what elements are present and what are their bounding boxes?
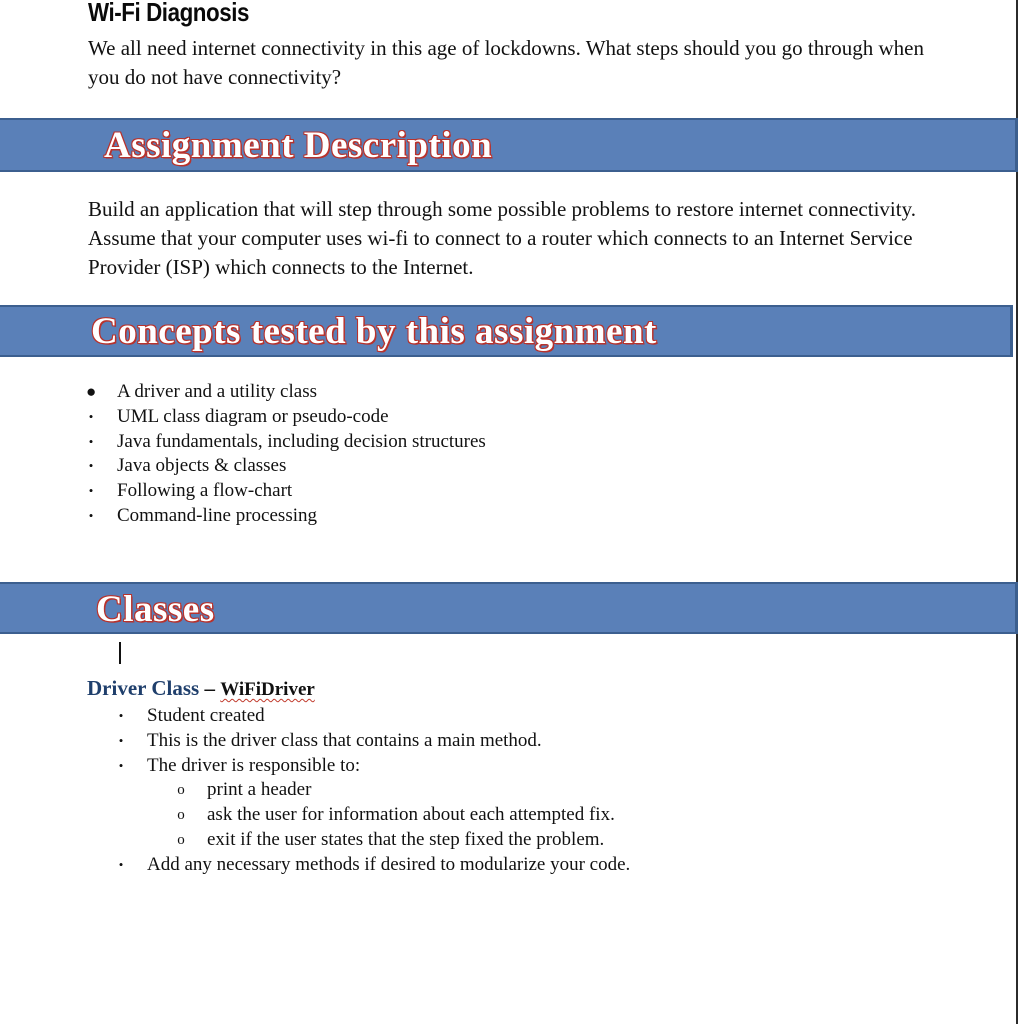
bullet-icon: • xyxy=(118,757,124,773)
list-item: • This is the driver class that contains a main method. xyxy=(147,729,542,754)
document-title: Wi-Fi Diagnosis xyxy=(88,0,250,27)
bullet-icon: • xyxy=(88,433,94,449)
assignment-description-heading: Assignment Description xyxy=(104,125,493,166)
list-item: • Add any necessary methods if desired to modularize your code. xyxy=(147,853,630,878)
heading-dash: – xyxy=(204,676,215,700)
list-item: • Command-line processing xyxy=(117,504,486,529)
bullet-icon: • xyxy=(88,458,94,474)
driver-final-list xyxy=(118,853,631,878)
bullet-icon: • xyxy=(88,483,94,499)
bullet-icon: • xyxy=(118,732,124,748)
list-item: o print a header xyxy=(207,778,615,803)
concepts-heading: Concepts tested by this assignment xyxy=(91,311,657,352)
hollow-bullet-icon: o xyxy=(177,782,185,798)
hollow-bullet-icon: o xyxy=(177,806,185,823)
driver-class-heading xyxy=(87,676,315,701)
concepts-list xyxy=(86,380,486,529)
text-cursor[interactable] xyxy=(119,642,121,664)
list-item: o ask the user for information about each attempted fix. xyxy=(207,803,615,828)
assignment-description-banner xyxy=(0,118,1018,172)
intro-paragraph: We all need internet connectivity in this age of lockdowns. What steps should you go through when you do not have connectivity? xyxy=(88,36,925,89)
list-item: ● A driver and a utility class xyxy=(117,380,486,405)
list-item: • UML class diagram or pseudo-code xyxy=(117,405,486,430)
list-item: • Student created xyxy=(147,704,542,729)
classes-heading: Classes xyxy=(96,589,215,630)
driver-responsibilities-list xyxy=(177,778,615,852)
list-item: • The driver is responsible to: xyxy=(147,754,542,779)
driver-requirements-list xyxy=(118,704,542,778)
concepts-banner xyxy=(0,305,1013,357)
classes-banner xyxy=(0,582,1018,634)
bullet-icon: • xyxy=(118,857,124,872)
bullet-icon: ● xyxy=(86,382,97,401)
list-item: • Java objects & classes xyxy=(117,454,486,479)
hollow-bullet-icon: o xyxy=(177,831,185,848)
list-item: o exit if the user states that the step fixed the problem. xyxy=(207,828,615,853)
driver-class-label: Driver Class xyxy=(87,676,200,700)
driver-class-name: WiFiDriver xyxy=(220,679,315,700)
bullet-icon: • xyxy=(118,708,124,723)
list-item: • Java fundamentals, including decision structures xyxy=(117,430,486,455)
list-item: • Following a flow-chart xyxy=(117,479,486,504)
assignment-description-paragraph: Build an application that will step through some possible problems to restore internet connectivity. Assume that your computer uses wi-fi to connect to a router which connects to an Internet Service Provider (ISP) which connects to the Internet. xyxy=(88,197,916,279)
bullet-icon: • xyxy=(88,507,94,523)
bullet-icon: • xyxy=(88,408,94,424)
